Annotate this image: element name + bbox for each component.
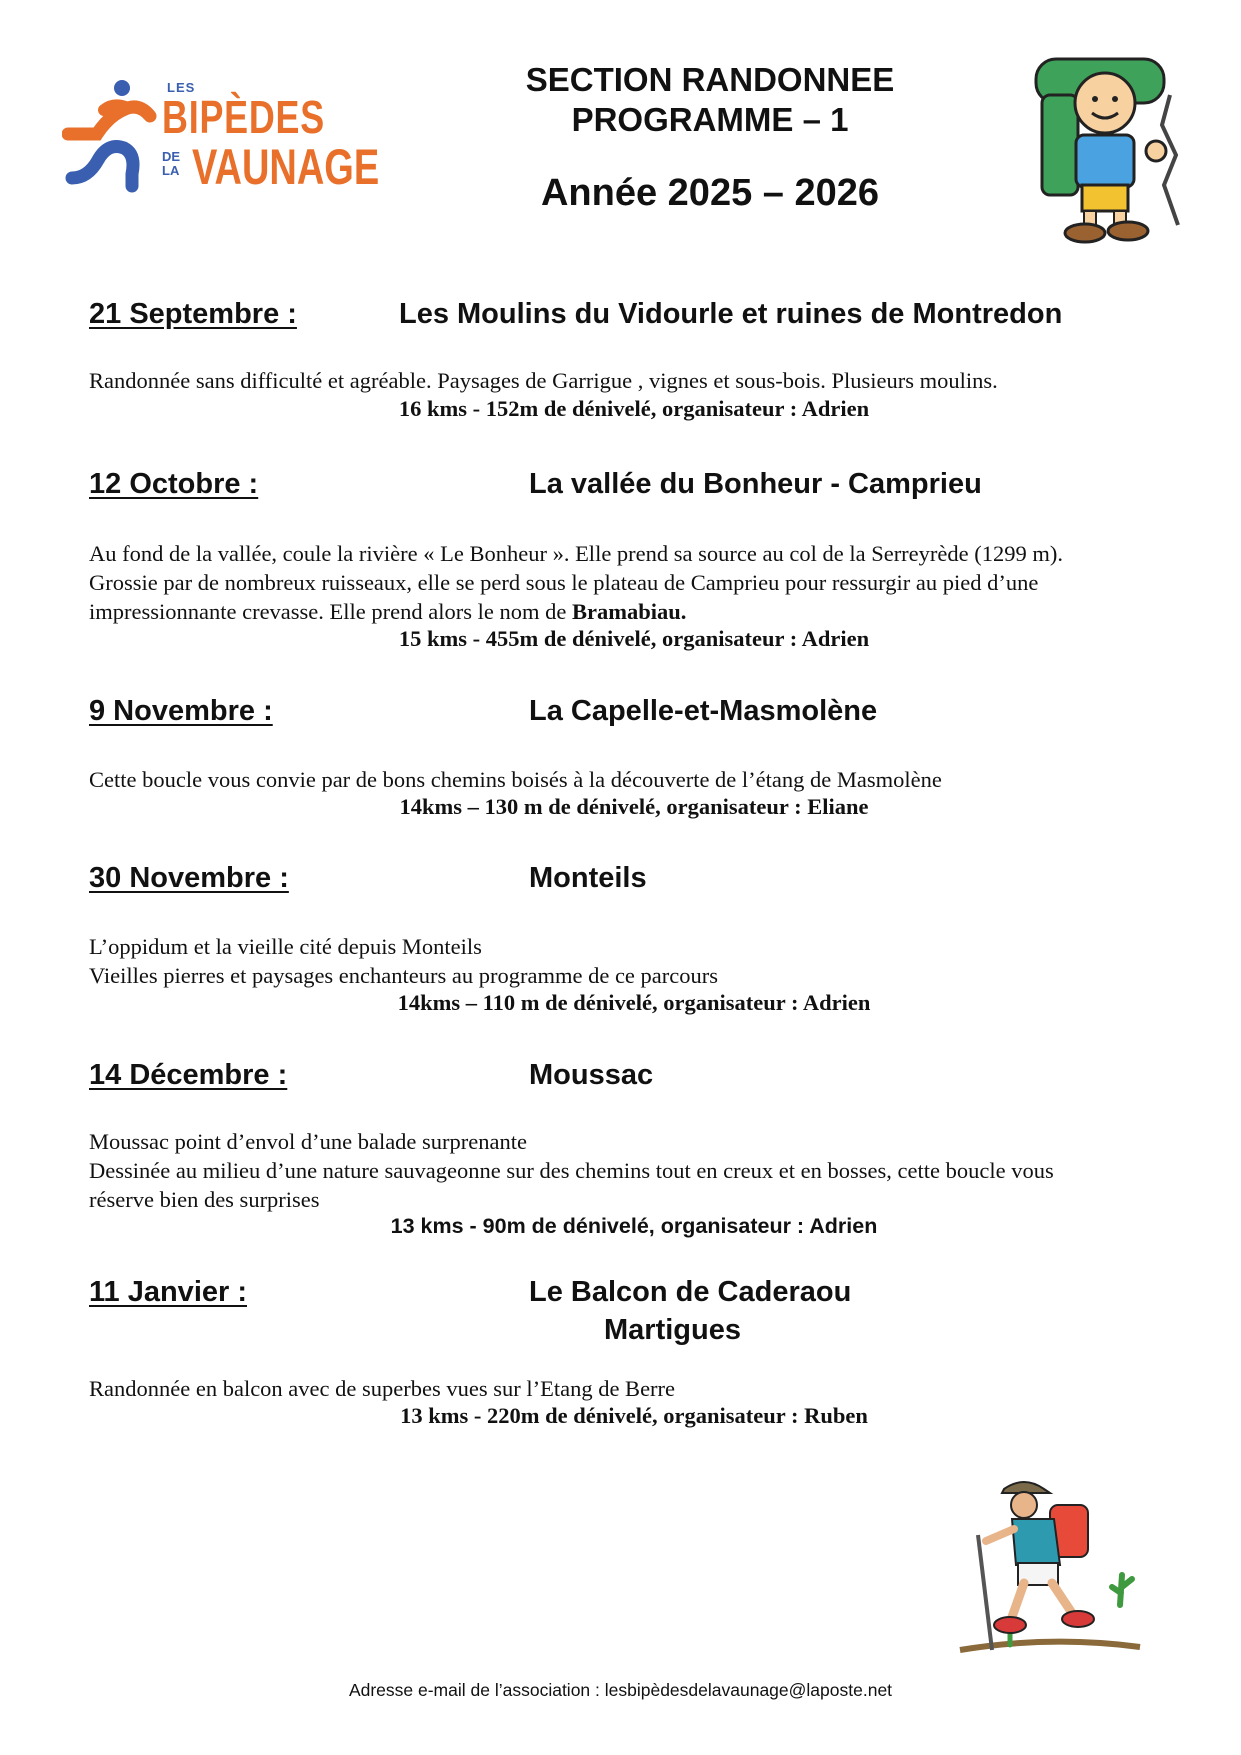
club-logo [62, 70, 382, 200]
hike-place: Moussac [529, 1059, 654, 1091]
logo-de-la: DE LA [162, 149, 181, 178]
hike-details: 13 kms - 220m de dénivelé, organisateur : Ruben [400, 1403, 868, 1428]
description-line: réserve bien des surprises [89, 1187, 320, 1212]
title-section: SECTION RANDONNEE [525, 61, 895, 98]
hike-place: La vallée du Bonheur - Camprieu [529, 468, 982, 500]
hike-entry [89, 1276, 1169, 1446]
hike-date: 11 Janvier : [89, 1276, 247, 1308]
description-bold: Bramabiau. [571, 599, 687, 624]
hike-place: Le Balcon de Caderaou [529, 1276, 852, 1308]
description-line: L’oppidum et la vieille cité depuis Monteils [89, 934, 482, 959]
hike-entry [89, 468, 1169, 658]
description-line: Moussac point d’envol d’une balade surprenante [89, 1129, 527, 1154]
hike-details: 16 kms - 152m de dénivelé, organisateur : Adrien [398, 396, 870, 421]
description-line [89, 597, 1179, 626]
hike-date: 9 Novembre : [89, 695, 273, 727]
hike-date: 14 Décembre : [89, 1059, 288, 1091]
description-text: impressionnante crevasse. Elle prend alors le nom de [89, 599, 572, 624]
hike-place-town: Martigues [604, 1314, 741, 1346]
hike-entry [89, 695, 1169, 835]
hike-place: Monteils [529, 862, 647, 894]
logo-bipedes: BIPÈDES [162, 91, 325, 143]
hike-entry [89, 862, 1169, 1032]
hike-description [89, 932, 1179, 990]
description-line: Randonnée en balcon avec de superbes vues sur l’Etang de Berre [89, 1376, 676, 1401]
description-line: Dessinée au milieu d’une nature sauvageonne sur des chemins tout en creux et en bosses, cette boucle vous [89, 1158, 1054, 1183]
hike-description [89, 1127, 1179, 1214]
hike-description [89, 765, 1179, 794]
description-line: Grossie par de nombreux ruisseaux, elle se perd sous le plateau de Camprieu pour ressurgir au pied d’une [89, 570, 1039, 595]
hike-description [89, 539, 1179, 626]
hike-entry [89, 1059, 1169, 1259]
title-year: Année 2025 – 2026 [540, 172, 879, 214]
hike-details: 14kms – 130 m de dénivelé, organisateur : Eliane [399, 794, 869, 819]
logo-vaunage: VAUNAGE [192, 139, 380, 195]
description-line: Randonnée sans difficulté et agréable. Paysages de Garrigue , vignes et sous-bois. Plusieurs moulins. [89, 368, 998, 393]
title-programme: PROGRAMME – 1 [571, 101, 849, 138]
hike-place: Les Moulins du Vidourle et ruines de Montredon [399, 298, 1063, 330]
hiker-cartoon-icon [1030, 55, 1190, 245]
runner-logo-icon [62, 74, 172, 194]
hike-date: 21 Septembre : [89, 298, 297, 330]
hike-description [89, 366, 1179, 395]
description-line: Vieilles pierres et paysages enchanteurs au programme de ce parcours [89, 963, 719, 988]
hike-description [89, 1374, 1179, 1403]
document-title [400, 60, 1020, 140]
footer-email: Adresse e-mail de l’association : lesbipèdesdelavaunage@laposte.net [348, 1680, 893, 1700]
description-line: Au fond de la vallée, coule la rivière « Le Bonheur ». Elle prend sa source au col de la Serreyrède (1299 m). [89, 541, 1063, 566]
logo-les: LES [167, 80, 196, 95]
hike-details: 15 kms - 455m de dénivelé, organisateur : Adrien [398, 626, 870, 651]
hike-details: 14kms – 110 m de dénivelé, organisateur : Adrien [397, 990, 871, 1015]
hike-date: 30 Novembre : [89, 862, 289, 894]
hike-entry [89, 298, 1169, 438]
hike-place: La Capelle-et-Masmolène [529, 695, 878, 727]
walking-hiker-icon [950, 1475, 1150, 1660]
hike-date: 12 Octobre : [89, 468, 259, 500]
hike-details: 13 kms - 90m de dénivelé, organisateur : Adrien [390, 1214, 878, 1238]
description-line: Cette boucle vous convie par de bons chemins boisés à la découverte de l’étang de Masmolène [89, 767, 942, 792]
